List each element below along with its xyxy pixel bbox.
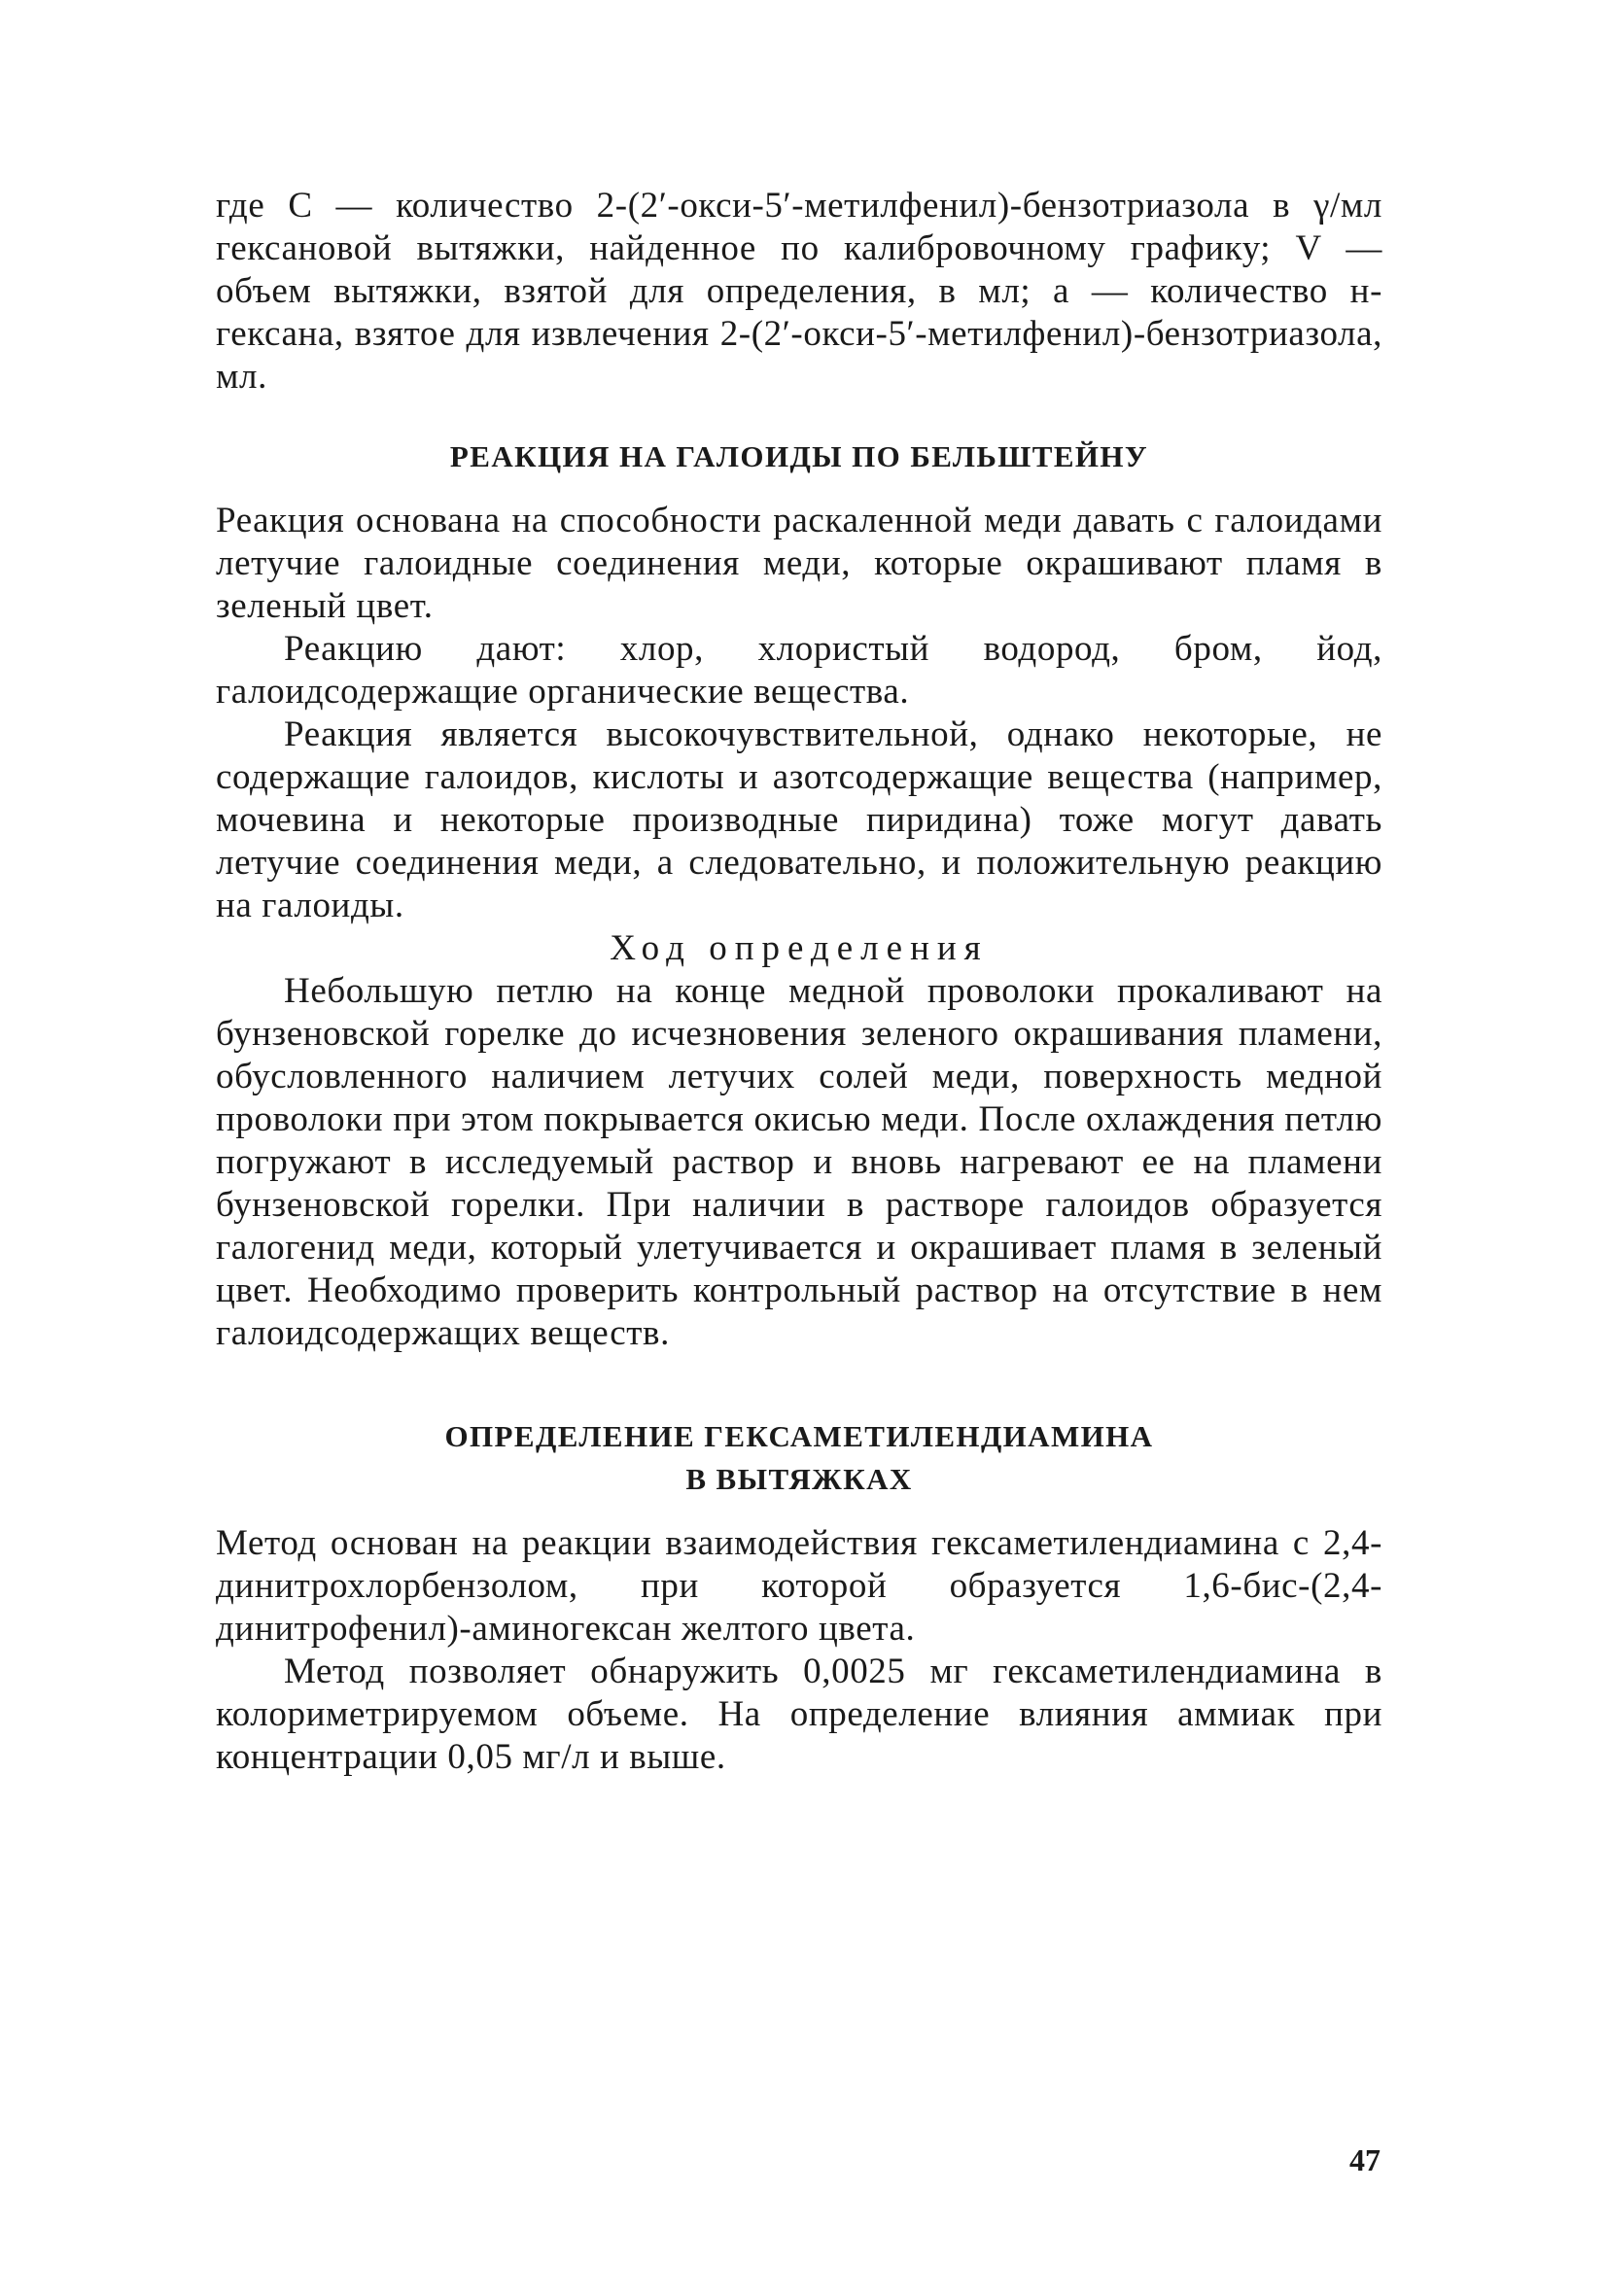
spacer (216, 1501, 1382, 1522)
paragraph: Метод позволяет обнаружить 0,0025 мг гексаметилендиамина в колориметрируемом объеме. На определение влияния аммиак при концентрации 0,05 мг/л и выше. (216, 1652, 1382, 1777)
paragraph: Метод основан на реакции взаимодействия гексаметилендиамина с 2,4-динитрохлорбензолом, при которой образуется 1,6-бис-(2,4-динитрофенил)-аминогексан желтого цвета. (216, 1523, 1382, 1649)
section-heading-hexamethylenediamine-line2: В ВЫТЯЖКАХ (685, 1462, 913, 1496)
intro-paragraph: где C — количество 2-(2′-окси-5′-метилфенил)-бензотриазола в γ/мл гексановой вытяжки, найденное по калибровочному графику; V — объем вытяжки, взятой для определения, в мл; a — количество н-гексана, взятое для извлечения 2-(2′-окси-5′-метилфенил)-бензотриазола, мл. (216, 186, 1382, 397)
paragraph: Реакция основана на способности раскаленной меди давать с галоидами летучие галоидные соединения меди, которые окрашивают пламя в зеленый цвет. (216, 501, 1382, 626)
paragraph: Реакция является высокочувствительной, однако некоторые, не содержащие галоидов, кислоты и азотсодержащие вещества (например, мочевина и некоторые производные пиридина) тоже могут давать летучие соединения меди, а следовательно, и положительную реакцию на галоиды. (216, 714, 1382, 925)
paragraph: Реакцию дают: хлор, хлористый водород, бром, йод, галоидсодержащие органические вещества. (216, 629, 1382, 712)
page-body (216, 185, 1382, 1779)
spacer (216, 478, 1382, 500)
procedure-paragraph: Небольшую петлю на конце медной проволоки прокаливают на бунзеновской горелке до исчезновения зеленого окрашивания пламени, обусловленного наличием летучих солей меди, поверхность медной проволоки при этом покрывается окисью меди. После охлаждения петлю погружают в исследуемый раствор и вновь нагревают ее на пламени бунзеновской горелки. При наличии в растворе галоидов образуется галогенид меди, который улетучивается и окрашивает пламя в зеленый цвет. Необходимо проверить контрольный раствор на отсутствие в нем галоидсодержащих веществ. (216, 971, 1382, 1353)
page-number: 47 (1349, 2142, 1381, 2177)
section-heading-hexamethylenediamine-line1: ОПРЕДЕЛЕНИЕ ГЕКСАМЕТИЛЕНДИАМИНА (444, 1419, 1154, 1453)
spacer (216, 1355, 1382, 1415)
spacer (216, 399, 1382, 435)
procedure-subheading: Ход определения (610, 928, 989, 968)
section-heading-beilstein: РЕАКЦИЯ НА ГАЛОИДЫ ПО БЕЛЬШТЕЙНУ (449, 439, 1149, 473)
